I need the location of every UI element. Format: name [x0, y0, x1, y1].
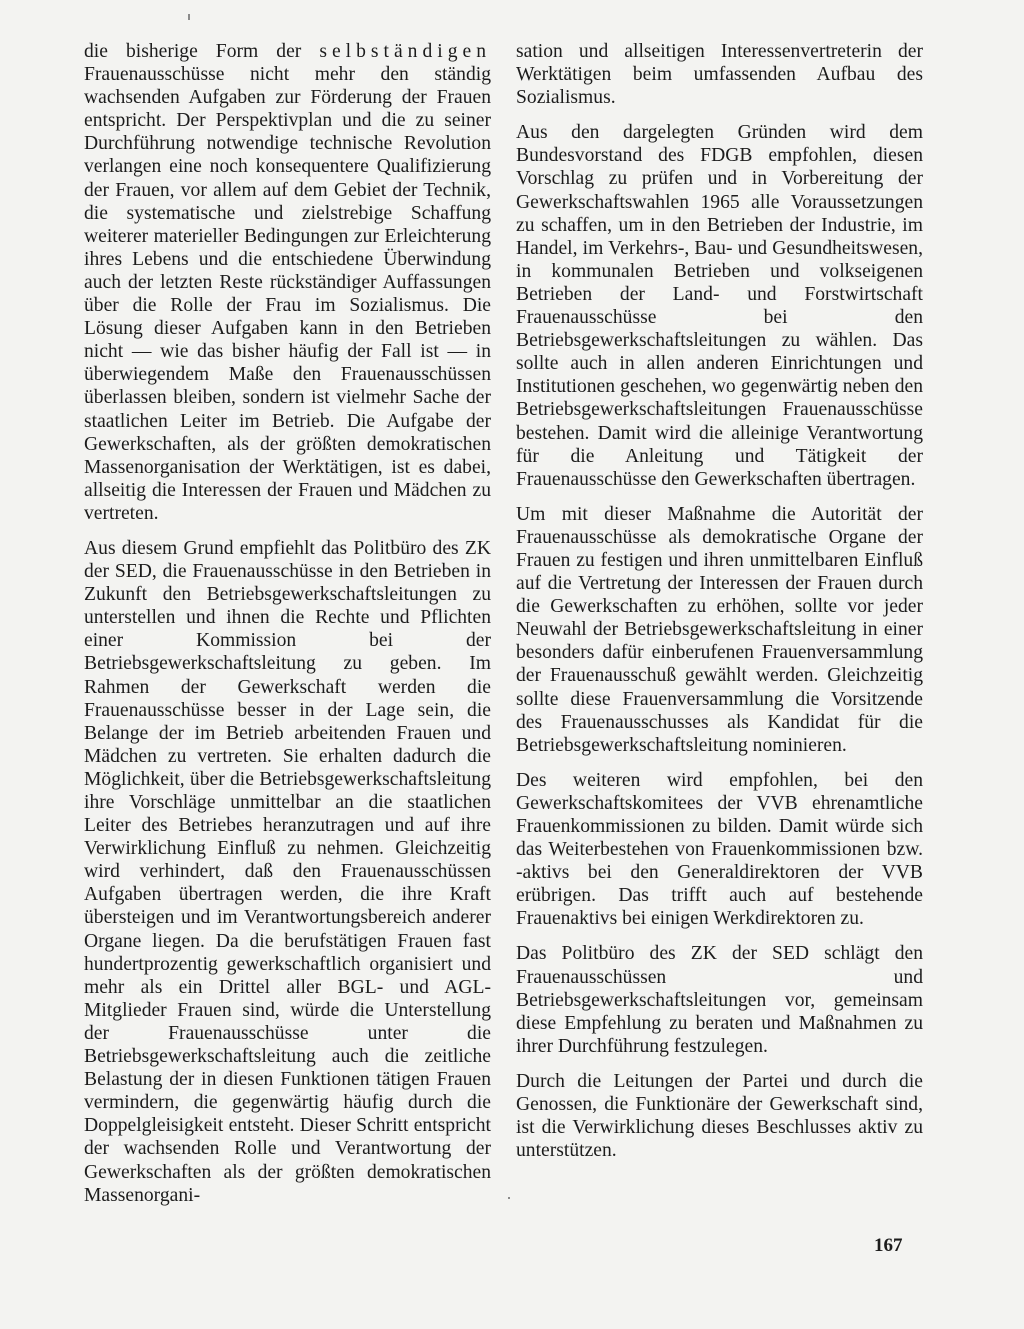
paragraph: sation und allseitigen Interessenvertreterin der Werktätigen beim umfassenden Aufbau des Sozialismus. [516, 41, 923, 109]
left-column [84, 40, 491, 1207]
paragraph: Des weiteren wird empfohlen, bei den Gewerkschaftskomitees der VVB ehrenamtliche Frauenkommissionen zu bilden. Damit würde sich das Weiterbestehen von Frauenkommissionen bzw. -aktivs bei den Generaldirektoren der VVB erübrigen. Das trifft auch auf bestehende Frauenaktivs bei einigen Werkdirektoren zu. [516, 769, 923, 930]
page-number: 167 [874, 1235, 903, 1256]
paragraph: Aus den dargelegten Gründen wird dem Bundesvorstand des FDGB empfohlen, diesen Vorschlag zu prüfen und in Vorbereitung der Gewerkschaftswahlen 1965 alle Voraussetzungen zu schaffen, um in den Betrieben der Industrie, im Handel, im Verkehrs-, Bau- und Gesundheitswesen, in kommunalen Betrieben und volkseigenen Betrieben der Land- und Forstwirtschaft Frauenausschüsse bei den Betriebsgewerkschaftsleitungen zu wählen. Das sollte auch in allen anderen Einrichtungen und Institutionen geschehen, wo gegenwärtig neben den Betriebsgewerkschaftsleitungen Frauenausschüsse bestehen. Damit wird die alleinige Verantwortung für die Anleitung und Tätigkeit der Frauenausschüsse den Gewerkschaften übertragen. [516, 122, 923, 490]
scan-speck [188, 14, 190, 20]
paragraph: die bisherige Form der selbständigen Frauenausschüsse nicht mehr den ständig wachsenden Aufgaben zur Förderung der Frauen entspricht. Der Perspektivplan und die zu seiner Durchführung notwendige technische Revolution verlangen eine noch konsequentere Qualifizierung der Frauen, vor allem auf dem Gebiet der Technik, die systematische und zielstrebige Schaffung weiterer materieller Bedingungen zur Erleichterung ihres Lebens und die entschiedene Überwindung auch der letzten Reste rückständiger Auffassungen über die Rolle der Frau im Sozialismus. Die Lösung dieser Aufgaben kann in den Betrieben nicht — wie das bisher häufig der Fall ist — in überwiegendem Maße den Frauenausschüssen überlassen bleiben, sondern ist vielmehr Sache der staatlichen Leiter im Betrieb. Die Aufgabe der Gewerkschaften, als der größten demokratischen Massenorganisation der Werktätigen, ist es dabei, allseitig die Interessen der Frauen und Mädchen zu vertreten. [84, 41, 491, 524]
right-column [516, 40, 923, 1162]
emphasized-word: selbständigen [319, 41, 491, 62]
paragraph: Durch die Leitungen der Partei und durch die Genossen, die Funktionäre der Gewerkschaft sind, ist die Verwirklichung dieses Beschlusses aktiv zu unterstützen. [516, 1070, 923, 1162]
paragraph: Das Politbüro des ZK der SED schlägt den Frauenausschüssen und Betriebsgewerkschaftsleitungen vor, gemeinsam diese Empfehlung zu beraten und Maßnahmen zu ihrer Durchführung festzulegen. [516, 943, 923, 1057]
scan-speck [508, 1197, 510, 1199]
paragraph: Aus diesem Grund empfiehlt das Politbüro des ZK der SED, die Frauenausschüsse in den Betrieben in Zukunft den Betriebsgewerkschaftsleitungen zu unterstellen und ihnen die Rechte und Pflichten einer Kommission bei der Betriebsgewerkschaftsleitung zu geben. Im Rahmen der Gewerkschaft werden die Frauenausschüsse besser in der Lage sein, die Belange der im Betrieb arbeitenden Frauen und Mädchen zu vertreten. Sie erhalten dadurch die Möglichkeit, über die Betriebsgewerkschaftsleitung ihre Vorschläge unmittelbar an die staatlichen Leiter des Betriebes heranzutragen und auf ihre Verwirklichung Einfluß zu nehmen. Gleichzeitig wird verhindert, daß den Frauenausschüssen Aufgaben übertragen werden, die ihre Kraft übersteigen und im Verantwortungsbereich anderer Organe liegen. Da die berufstätigen Frauen fast hundertprozentig gewerkschaftlich organisiert und mehr als ein Drittel aller BGL- und AGL-Mitglieder Frauen sind, würde die Unterstellung der Frauenausschüsse unter die Betriebsgewerkschaftsleitung auch die zeitliche Belastung der in diesen Funktionen tätigen Frauen vermindern, die gegenwärtig häufig durch die Doppelgleisigkeit entsteht. Dieser Schritt entspricht der wachsenden Rolle und Verantwortung der Gewerkschaften als der größten demokratischen Massenorgani- [84, 537, 491, 1206]
paragraph: Um mit dieser Maßnahme die Autorität der Frauenausschüsse als demokratische Organe der Frauen zu festigen und ihren unmittelbaren Einfluß auf die Vertretung der Interessen der Frauen durch die Gewerkschaften zu erhöhen, sollte vor jeder Neuwahl der Betriebsgewerkschaftsleitung in einer besonders dafür einberufenen Frauenversammlung der Frauenausschuß gewählt werden. Gleichzeitig sollte diese Frauenversammlung die Vorsitzende des Frauenausschusses als Kandidat für die Betriebsgewerkschaftsleitung nominieren. [516, 503, 923, 756]
